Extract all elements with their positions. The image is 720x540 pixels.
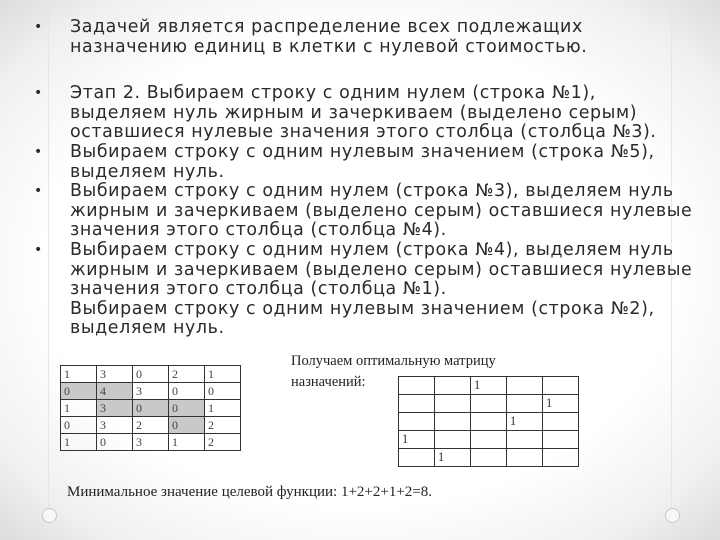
cost-matrix-cell: 0 (133, 366, 169, 383)
bullet-text: Выбираем строку с одним нулем (строка №3), выделяем нуль жирным и зачеркиваем (выделено серым) оставшиеся нулевые значения этого столбца (столбца №4). (70, 181, 693, 241)
cost-matrix-cell: 0 (169, 417, 205, 434)
cost-matrix-cell: 0 (97, 434, 133, 451)
bullet-symbol: • (34, 19, 43, 35)
assignment-matrix-table (398, 376, 579, 467)
cost-matrix-cell: 4 (97, 383, 133, 400)
assignment-matrix-cell (507, 395, 543, 413)
assignment-matrix-cell (507, 431, 543, 449)
assignment-matrix-cell (543, 431, 579, 449)
corner-circle-right (665, 508, 680, 523)
assignment-matrix-cell: 1 (435, 449, 471, 467)
bullet-symbol: • (34, 143, 43, 160)
cost-matrix-cell: 1 (61, 366, 97, 383)
result-caption: Получаем оптимальную матрицу назначений: (291, 353, 496, 390)
objective-value: Минимальное значение целевой функции: 1+2+2+1+2=8. (67, 484, 433, 500)
cost-matrix-cell: 2 (205, 434, 241, 451)
cost-matrix-cell: 0 (169, 400, 205, 417)
cost-matrix-row (61, 417, 241, 434)
cost-matrix-table (60, 365, 241, 451)
cost-matrix-cell: 1 (61, 400, 97, 417)
cost-matrix-cell: 1 (61, 434, 97, 451)
cost-matrix-row (61, 400, 241, 417)
bullet-item-row3 (34, 182, 694, 241)
assignment-matrix-cell (435, 377, 471, 395)
assignment-matrix-row (399, 449, 579, 467)
cost-matrix-cell: 2 (169, 366, 205, 383)
cost-matrix-cell: 3 (97, 400, 133, 417)
assignment-matrix-row (399, 413, 579, 431)
bullet-item-stage2 (34, 84, 694, 143)
bullet-text: Выбираем строку с одним нулем (строка №4), выделяем нуль жирным и зачеркиваем (выделено серым) оставшиеся нулевые значения этого столбца (столбца №1). (70, 239, 693, 300)
bullet-symbol: • (34, 183, 43, 200)
assignment-matrix-cell (543, 449, 579, 467)
corner-circle-left (42, 508, 57, 523)
spacer (34, 57, 694, 84)
cost-matrix-cell: 3 (133, 383, 169, 400)
cost-matrix-cell: 3 (133, 434, 169, 451)
assignment-matrix-cell (471, 395, 507, 413)
cost-matrix-cell: 2 (205, 417, 241, 434)
assignment-matrix-cell (399, 395, 435, 413)
assignment-matrix-row (399, 395, 579, 413)
assignment-matrix-cell: 1 (543, 395, 579, 413)
assignment-matrix-cell (471, 431, 507, 449)
cost-matrix-cell: 3 (97, 366, 133, 383)
assignment-matrix-cell: 1 (399, 431, 435, 449)
cost-matrix-cell: 0 (61, 383, 97, 400)
cost-matrix-cell: 0 (61, 417, 97, 434)
bullet-item-row5 (34, 143, 694, 182)
bullet-text: Выбираем строку с одним нулевым значением (строка №5), выделяем нуль. (70, 141, 655, 182)
cost-matrix-cell: 1 (205, 366, 241, 383)
cost-matrix-cell: 3 (97, 417, 133, 434)
assignment-matrix-cell (399, 413, 435, 431)
assignment-matrix-cell: 1 (507, 413, 543, 431)
assignment-matrix-cell: 1 (471, 377, 507, 395)
assignment-matrix-cell (435, 431, 471, 449)
assignment-matrix-cell (471, 449, 507, 467)
assignment-matrix-cell (435, 413, 471, 431)
bullet-item-task (34, 18, 694, 57)
assignment-matrix-cell (543, 377, 579, 395)
bullet-continuation: Выбираем строку с одним нулевым значением (строка №2), выделяем нуль. (70, 298, 655, 339)
cost-matrix-cell: 1 (169, 434, 205, 451)
cost-matrix-row (61, 366, 241, 383)
bullet-text: Этап 2. Выбираем строку с одним нулем (строка №1), выделяем нуль жирным и зачеркиваем (выделено серым) оставшиеся нулевые значения этого столбца (столбца №3). (70, 83, 657, 143)
cost-matrix-cell: 2 (133, 417, 169, 434)
cost-matrix-row (61, 434, 241, 451)
cost-matrix-cell: 0 (169, 383, 205, 400)
cost-matrix-row (61, 383, 241, 400)
assignment-matrix-cell (471, 413, 507, 431)
assignment-matrix-cell (507, 449, 543, 467)
bullet-list (34, 18, 694, 339)
cost-matrix-cell: 1 (205, 400, 241, 417)
assignment-matrix-row (399, 431, 579, 449)
bullet-symbol: • (34, 85, 43, 102)
assignment-matrix-cell (543, 413, 579, 431)
bullet-symbol: • (34, 241, 43, 258)
assignment-matrix-cell (399, 449, 435, 467)
assignment-matrix-row (399, 377, 579, 395)
bullet-item-row4 (34, 241, 694, 300)
bullet-text: Задачей является распределение всех подлежащих назначению единиц в клетки с нулевой стоимостью. (70, 17, 588, 57)
assignment-matrix-cell (399, 377, 435, 395)
cost-matrix-cell: 0 (133, 400, 169, 417)
cost-matrix-cell: 0 (205, 383, 241, 400)
assignment-matrix-cell (507, 377, 543, 395)
assignment-matrix-cell (435, 395, 471, 413)
